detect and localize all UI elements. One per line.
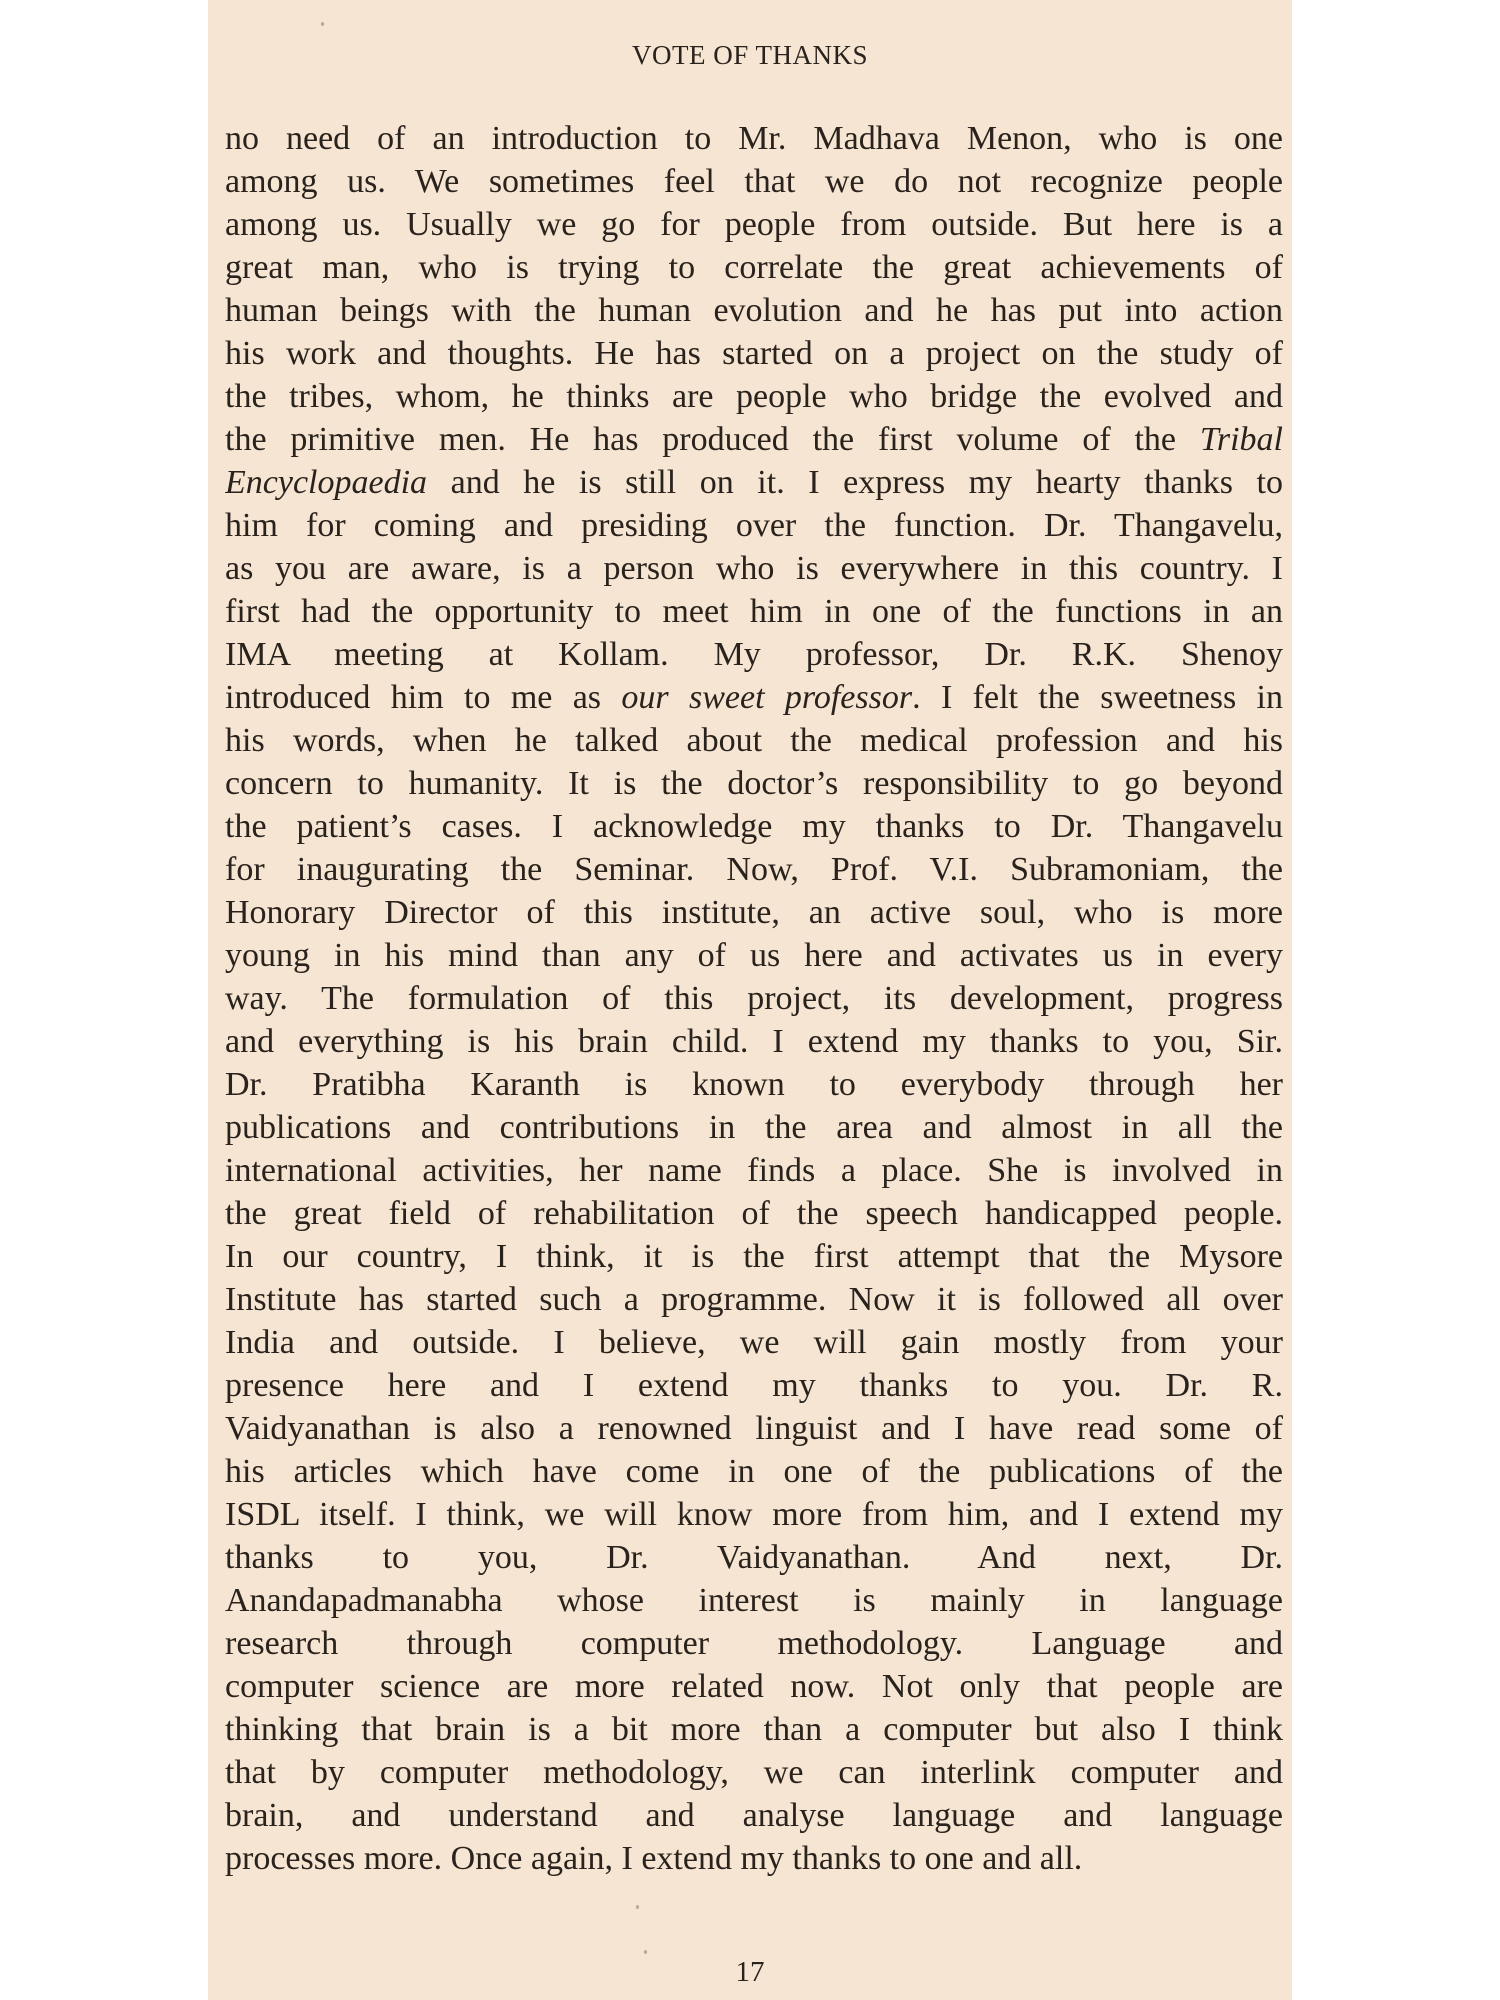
line-text: India and outside. I believe, we will gain mostly from your (225, 1324, 1283, 1361)
line-text: . I felt the sweetness in (912, 679, 1283, 716)
line-text: first had the opportunity to meet him in one of the functions in an (225, 593, 1283, 630)
line-text: the tribes, whom, he thinks are people who bridge the evolved and (225, 378, 1283, 415)
line-text: In our country, I think, it is the first attempt that the Mysore (225, 1238, 1283, 1275)
line-text: his work and thoughts. He has started on a project on the study of (225, 335, 1283, 372)
text-line (225, 332, 1283, 375)
line-text: processes more. Once again, I extend my thanks to one and all. (225, 1840, 1083, 1877)
line-text: among us. We sometimes feel that we do not recognize people (225, 163, 1283, 200)
text-line (225, 1235, 1283, 1278)
paper-speck (321, 22, 324, 26)
book-page (208, 0, 1292, 2000)
line-text: Dr. Pratibha Karanth is known to everybody through her (225, 1066, 1283, 1103)
page-number: 17 (735, 1956, 765, 1988)
line-text: Honorary Director of this institute, an active soul, who is more (225, 894, 1283, 931)
line-text: young in his mind than any of us here and activates us in every (225, 937, 1283, 974)
line-text: and he is still on it. I express my hearty thanks to (427, 464, 1283, 501)
running-head: VOTE OF THANKS (631, 40, 868, 70)
text-line (225, 117, 1283, 160)
text-line (225, 1063, 1283, 1106)
paper-speck (636, 1905, 639, 1909)
line-text: and everything is his brain child. I extend my thanks to you, Sir. (225, 1023, 1283, 1060)
text-line (225, 1837, 1283, 1880)
line-text: thinking that brain is a bit more than a computer but also I think (225, 1711, 1283, 1748)
line-text: no need of an introduction to Mr. Madhava Menon, who is one (225, 120, 1283, 157)
italic-text: our sweet professor (621, 679, 913, 716)
text-line (225, 1622, 1283, 1665)
text-line (225, 1364, 1283, 1407)
text-line (225, 1149, 1283, 1192)
text-line (225, 934, 1283, 977)
line-text: thanks to you, Dr. Vaidyanathan. And next, Dr. (225, 1539, 1283, 1576)
line-text: that by computer methodology, we can interlink computer and (225, 1754, 1283, 1791)
text-line (225, 848, 1283, 891)
text-line (225, 1106, 1283, 1149)
line-text: way. The formulation of this project, its development, progress (225, 980, 1283, 1017)
line-text: ISDL itself. I think, we will know more from him, and I extend my (225, 1496, 1283, 1533)
text-line (225, 1020, 1283, 1063)
line-text: brain, and understand and analyse language and language (225, 1797, 1283, 1834)
paper-speck (644, 1950, 647, 1954)
text-line (225, 418, 1283, 461)
text-line (225, 1450, 1283, 1493)
line-text: international activities, her name finds a place. She is involved in (225, 1152, 1283, 1189)
text-line (225, 1321, 1283, 1364)
italic-text: Encyclopaedia (225, 464, 428, 501)
text-line (225, 1579, 1283, 1622)
line-text: research through computer methodology. Language and (225, 1625, 1283, 1662)
body-text (225, 117, 1283, 1880)
text-line (225, 1536, 1283, 1579)
text-line (225, 375, 1283, 418)
text-line (225, 1493, 1283, 1536)
text-line (225, 1794, 1283, 1837)
line-text: great man, who is trying to correlate the great achievements of (225, 249, 1283, 286)
text-line (225, 547, 1283, 590)
text-line (225, 246, 1283, 289)
line-text: introduced him to me as (225, 679, 622, 716)
italic-text: Tribal (1199, 421, 1283, 458)
text-line (225, 891, 1283, 934)
text-line (225, 977, 1283, 1020)
line-text: his articles which have come in one of the publications of the (225, 1453, 1283, 1490)
text-line (225, 719, 1283, 762)
line-text: the patient’s cases. I acknowledge my thanks to Dr. Thangavelu (225, 808, 1283, 845)
line-text: his words, when he talked about the medical profession and his (225, 722, 1283, 759)
line-text: computer science are more related now. Not only that people are (225, 1668, 1283, 1705)
text-line (225, 461, 1283, 504)
line-text: the primitive men. He has produced the first volume of the (225, 421, 1200, 458)
line-text: among us. Usually we go for people from outside. But here is a (225, 206, 1283, 243)
text-line (225, 1278, 1283, 1321)
line-text: the great field of rehabilitation of the speech handicapped people. (225, 1195, 1283, 1232)
line-text: Vaidyanathan is also a renowned linguist and I have read some of (225, 1410, 1283, 1447)
text-line (225, 1192, 1283, 1235)
line-text: human beings with the human evolution and he has put into action (225, 292, 1283, 329)
text-line (225, 1665, 1283, 1708)
line-text: presence here and I extend my thanks to you. Dr. R. (225, 1367, 1283, 1404)
line-text: Institute has started such a programme. Now it is followed all over (225, 1281, 1283, 1318)
text-line (225, 1407, 1283, 1450)
text-line (225, 1708, 1283, 1751)
text-line (225, 805, 1283, 848)
line-text: for inaugurating the Seminar. Now, Prof. V.I. Subramoniam, the (225, 851, 1283, 888)
text-line (225, 160, 1283, 203)
text-line (225, 762, 1283, 805)
line-text: concern to humanity. It is the doctor’s responsibility to go beyond (225, 765, 1283, 802)
text-line (225, 633, 1283, 676)
text-line (225, 504, 1283, 547)
text-line (225, 590, 1283, 633)
line-text: IMA meeting at Kollam. My professor, Dr. R.K. Shenoy (225, 636, 1283, 673)
line-text: as you are aware, is a person who is everywhere in this country. I (225, 550, 1283, 587)
text-line (225, 676, 1283, 719)
line-text: Anandapadmanabha whose interest is mainly in language (225, 1582, 1283, 1619)
text-line (225, 289, 1283, 332)
text-line (225, 203, 1283, 246)
line-text: him for coming and presiding over the function. Dr. Thangavelu, (225, 507, 1283, 544)
line-text: publications and contributions in the area and almost in all the (225, 1109, 1283, 1146)
text-line (225, 1751, 1283, 1794)
